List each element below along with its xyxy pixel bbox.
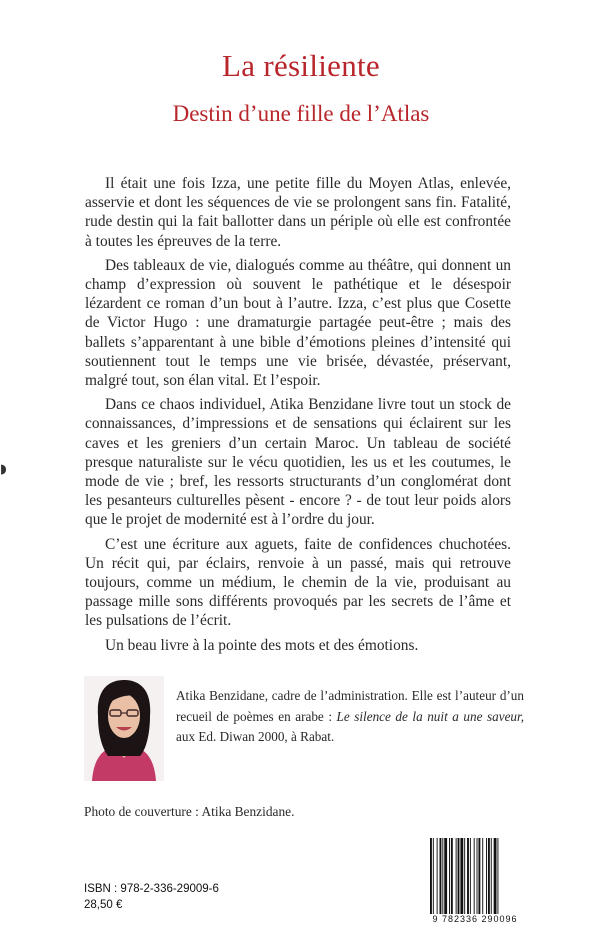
- author-bio-intro: Atika Benzidane, cadre de l’administration. Elle est l’auteur d’un recueil de poèmes en arabe :: [176, 688, 524, 724]
- back-cover-blurb: [85, 174, 511, 660]
- blurb-paragraph: Dans ce chaos individuel, Atika Benzidane livre tout un stock de connaissances, d’impressions et de sensations qui éclairent sur les caves et les greniers d’un certain Maroc. Un tableau de société presque naturaliste sur le vécu quotidien, les us et les coutumes, le mode de vie ; bref, les ressorts structurants d’un conglomérat dont les pesanteurs culturelles pèsent - encore ? - de tout leur poids alors que le projet de modernité est à l’ordre du jour.: [85, 396, 511, 529]
- blurb-paragraph: C’est une écriture aux aguets, faite de confidences chuchotées. Un récit qui, par éclairs, renvoie à un passé, mais qui retrouve toujours, comme un médium, le chemin de la vie, produisant au passage mille sons différents provoqués par les secrets de l’âme et les pulsations de l’écrit.: [85, 535, 511, 630]
- barcode-digits: 9 782336 290096: [428, 914, 522, 924]
- price: 28,50 €: [84, 899, 123, 911]
- barcode: [424, 836, 522, 924]
- blurb-paragraph: Des tableaux de vie, dialogués comme au théâtre, qui donnent un champ d’expression où souvent le pathétique et le désespoir lézardent ce roman d’un bout à l’autre. Izza, c’est plus que Cosette de Victor Hugo : une dramaturgie partagée peut-être ; mais des ballets s’apparentant à une bible d’émotions pleines d’intensité qui soutiennent tout le temps une vie brisée, dévastée, préservant, malgré tout, son élan vital. Et l’espoir.: [85, 256, 511, 390]
- book-title: La résiliente: [222, 48, 380, 83]
- author-bio-book-title: Le silence de la nuit a une saveur,: [336, 708, 524, 724]
- author-photo: [84, 676, 164, 781]
- photo-credit: Photo de couverture : Atika Benzidane.: [84, 804, 295, 819]
- blurb-paragraph: Il était une fois Izza, une petite fille du Moyen Atlas, enlevée, asservie et dont les séquences de vie se prolongent sans fin. Fatalité, rude destin qui la fait ballotter dans un périple où elle est confrontée à toutes les épreuves de la terre.: [85, 175, 511, 250]
- blurb-paragraph: Un beau livre à la pointe des mots et des émotions.: [105, 636, 419, 654]
- author-bio: [176, 686, 524, 748]
- book-subtitle: Destin d’une fille de l’Atlas: [172, 101, 430, 126]
- author-bio-outro: aux Ed. Diwan 2000, à Rabat.: [176, 729, 335, 744]
- spine-mark: ◗: [0, 462, 7, 477]
- isbn-number: ISBN : 978-2-336-29009-6: [84, 883, 219, 895]
- isbn-block: [84, 881, 219, 913]
